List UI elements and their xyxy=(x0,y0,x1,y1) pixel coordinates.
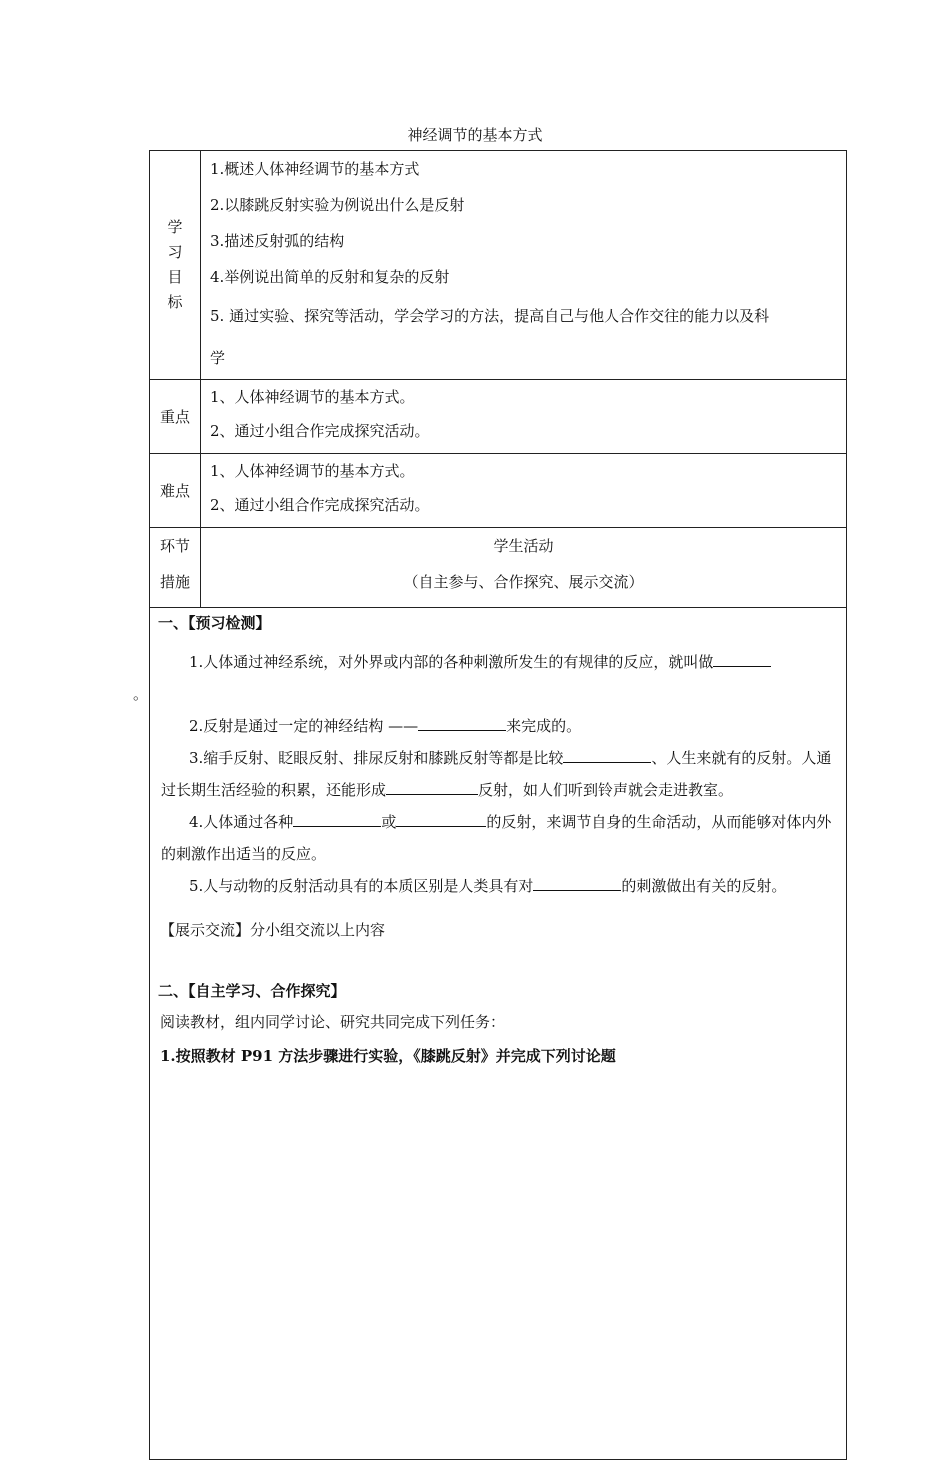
answer-blank xyxy=(418,716,506,731)
question-2-text: 2.反射是通过一定的神经结构 —— xyxy=(189,717,419,735)
key-points-row xyxy=(150,380,847,454)
show-exchange: 【展示交流】分小组交流以上内容 xyxy=(160,921,386,939)
question-5-text: 5.人与动物的反射活动具有的本质区别是人类具有对 xyxy=(189,877,534,895)
steps-header-row xyxy=(150,528,847,608)
question-3-end: 反射，如人们听到铃声就会走进教室。 xyxy=(478,781,734,799)
question-3-middle: 、人生来就有的反射。人通过长期生活经验的积累，还能形成 xyxy=(161,749,832,799)
difficulties-row xyxy=(150,454,847,528)
key-point-item: 2、通过小组合作完成探究活动。 xyxy=(210,422,430,440)
question-3 xyxy=(150,742,846,806)
difficulties-label-text: 难点 xyxy=(159,481,190,500)
answer-blank xyxy=(533,876,621,891)
key-points-label xyxy=(150,380,201,454)
goal-item: 2.以膝跳反射实验为例说出什么是反射 xyxy=(210,196,465,214)
goals-content xyxy=(201,151,847,380)
question-5 xyxy=(150,870,846,902)
answer-blank xyxy=(396,812,486,827)
goal-item-continued: 学 xyxy=(210,349,226,367)
goals-label-char: 学 xyxy=(167,218,183,236)
student-activity-subtitle: （自主参与、合作探究、展示交流） xyxy=(403,573,644,591)
question-3-text: 3.缩手反射、眨眼反射、排尿反射和膝跳反射等都是比较 xyxy=(189,749,564,767)
question-5-end: 的刺激做出有关的反射。 xyxy=(621,877,787,895)
goals-label-char: 标 xyxy=(167,293,183,311)
question-4-end: 的反射，来调节自身的生命活动，从而能够对体内外的刺激作出适当的反应。 xyxy=(161,813,832,863)
section-1-heading: 一、【预习检测】 xyxy=(158,614,271,632)
question-4 xyxy=(150,806,846,870)
question-1-text: 1.人体通过神经系统，对外界或内部的各种刺激所发生的有规律的反应，就叫做 xyxy=(189,653,714,671)
question-1 xyxy=(133,646,846,710)
task-1: 1.按照教材 P91 方法步骤进行实验，《膝跳反射》并完成下列讨论题 xyxy=(160,1047,616,1065)
answer-blank xyxy=(713,652,771,667)
question-4-or: 或 xyxy=(381,813,397,831)
answer-blank xyxy=(563,748,651,763)
goals-label-char: 目 xyxy=(167,268,183,286)
goal-item: 1.概述人体神经调节的基本方式 xyxy=(210,160,420,178)
goal-item: 4.举例说出简单的反射和复杂的反射 xyxy=(210,268,450,286)
key-points-content xyxy=(201,380,847,454)
key-point-item: 1、人体神经调节的基本方式。 xyxy=(210,388,415,406)
goal-item: 3.描述反射弧的结构 xyxy=(210,232,345,250)
main-content-row xyxy=(150,608,847,1460)
student-activity-header xyxy=(201,528,847,608)
difficulties-content xyxy=(201,454,847,528)
answer-blank xyxy=(293,812,381,827)
goals-row xyxy=(150,151,847,380)
goals-label-char: 习 xyxy=(167,243,183,261)
document-title: 神经调节的基本方式 xyxy=(407,126,543,144)
answer-blank xyxy=(386,780,478,795)
student-activity-title: 学生活动 xyxy=(493,537,554,555)
difficulty-item: 2、通过小组合作完成探究活动。 xyxy=(210,496,430,514)
difficulty-item: 1、人体神经调节的基本方式。 xyxy=(210,462,415,480)
section-2-heading: 二、【自主学习、合作探究】 xyxy=(158,982,346,1000)
section-2-intro: 阅读教材，组内同学讨论、研究共同完成下列任务： xyxy=(160,1013,506,1031)
main-content xyxy=(133,608,847,1460)
steps-label-bottom: 措施 xyxy=(159,573,190,591)
question-2-end: 来完成的。 xyxy=(506,717,582,735)
goals-label-cell xyxy=(150,151,201,380)
key-points-label-text: 重点 xyxy=(159,407,190,426)
lesson-table xyxy=(133,150,847,1460)
question-1-end: 。 xyxy=(133,685,149,703)
difficulties-label xyxy=(150,454,201,528)
goal-item: 5. 通过实验、探究等活动，学会学习的方法，提高自己与他人合作交往的能力以及科 xyxy=(210,307,770,325)
steps-label-top: 环节 xyxy=(159,537,190,555)
steps-label-cell xyxy=(150,528,201,608)
question-4-text: 4.人体通过各种 xyxy=(189,813,294,831)
goals-label xyxy=(167,215,183,315)
question-2 xyxy=(150,710,846,742)
